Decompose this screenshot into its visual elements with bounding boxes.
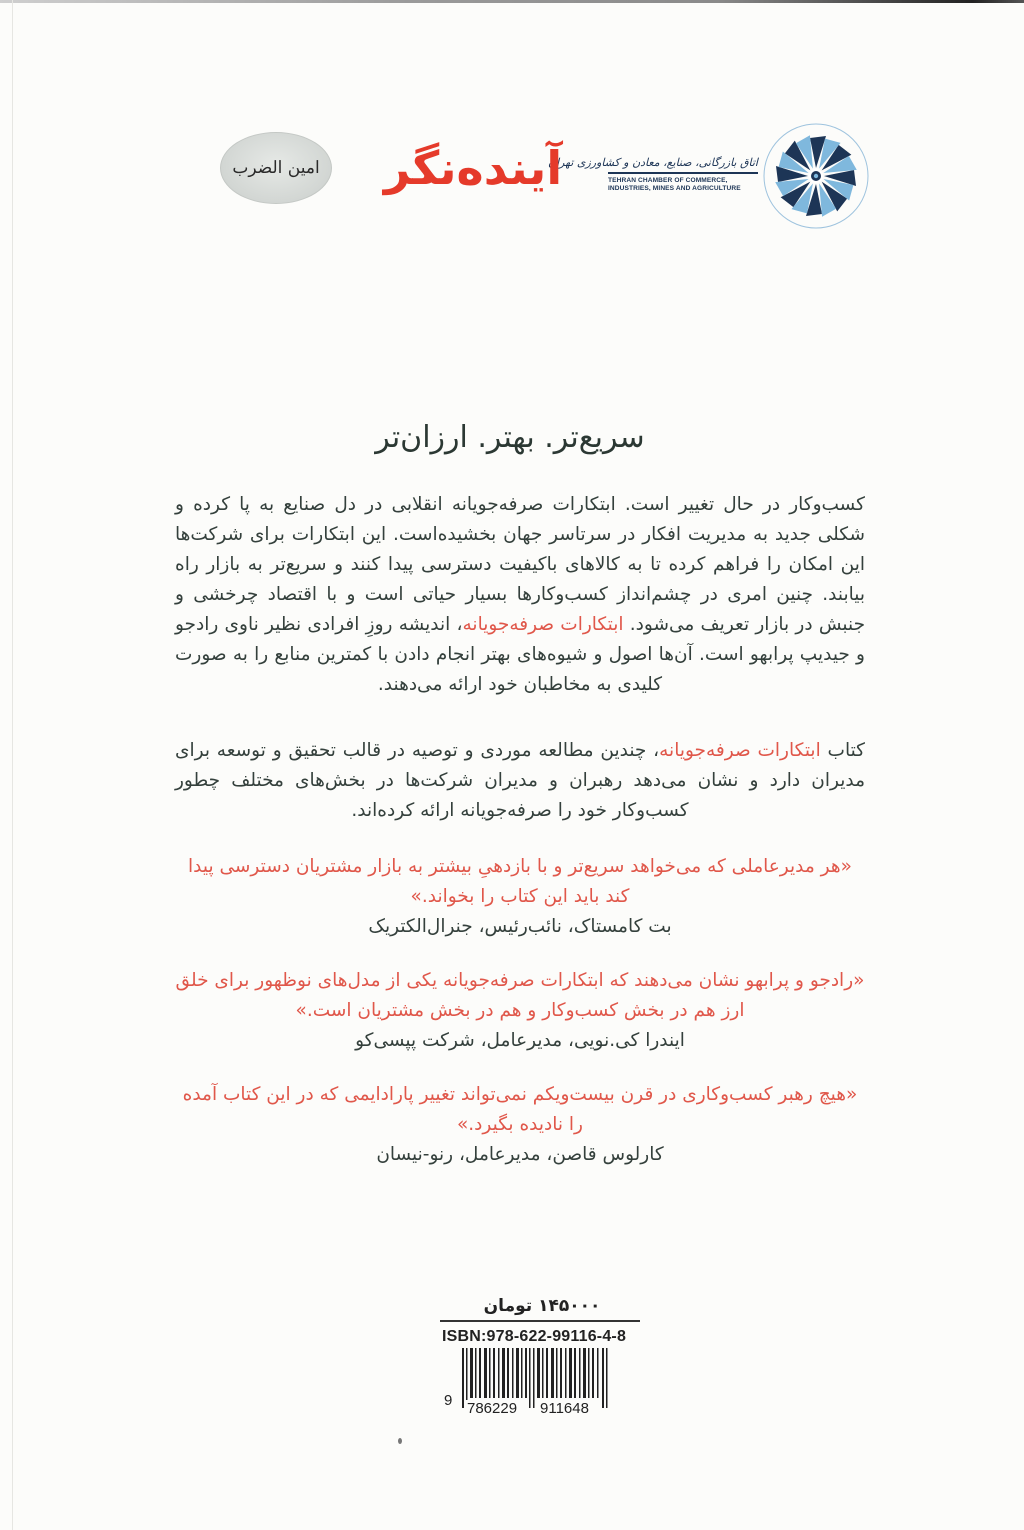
chamber-wordmark (548, 156, 758, 193)
amin-al-zarb-logo (220, 132, 332, 204)
barcode-digits-left: 786229 (467, 1400, 518, 1417)
endorsement-quote: «رادجو و پرابهو نشان می‌دهند که ابتکارات صرفه‌جویانه یکی از مدل‌های نوظهور برای خلق ارز هم در بخش کسب‌وکار و هم در بخش مشتریان است.» (175, 970, 865, 1021)
isbn-label: ISBN:978-622-99116-4-8 (442, 1328, 627, 1345)
description-paragraph-1 (175, 490, 865, 700)
chamber-name-en-2: INDUSTRIES, MINES AND AGRICULTURE (608, 185, 741, 192)
price-divider (440, 1320, 640, 1322)
endorsement-attribution: ایندرا کی.نویی، مدیرعامل، شرکت پپسی‌کو (355, 1030, 685, 1051)
endorsement-1 (175, 852, 865, 942)
chamber-name-en-1: TEHRAN CHAMBER OF COMMERCE, (608, 177, 728, 184)
endorsement-quote: «هیچ رهبر کسب‌وکاری در قرن بیست‌ویکم نمی‌تواند تغییر پارادایمی که در این کتاب آمده را نادیده بگیرد.» (182, 1084, 858, 1135)
endorsement-2 (175, 966, 865, 1056)
endorsement-quote: «هر مدیرعاملی که می‌خواهد سریع‌تر و با بازدهیِ بیشتر به بازار مشتریان دسترسی پیدا کند باید این کتاب را بخواند.» (188, 856, 852, 907)
book-title-highlight: ابتکارات صرفه‌جویانه (462, 614, 624, 635)
cover-top-edge (0, 0, 1024, 3)
paragraph-2-text-b: ، چندین مطالعه موردی و توصیه در قالب تحقیق و توسعه برای مدیران دارد و نشان می‌دهد رهبران و مدیران شرکت‌ها در بخش‌های مختلف چطور کسب‌وکار خود را صرفه‌جویانه ارائه کرده‌اند. (175, 740, 865, 821)
chamber-divider (608, 172, 758, 174)
logo-row (0, 110, 1024, 250)
chamber-name-fa: اتاق بازرگانی، صنایع، معادن و کشاورزی تهران (548, 156, 758, 169)
description-paragraph-2 (175, 736, 865, 826)
chamber-emblem-icon (762, 122, 870, 230)
paragraph-1-text-b: ، اندیشه روزِ افرادی نظیر ناوی رادجو و جیدیپ پرابهو است. آن‌ها اصول و شیوه‌های بهتر انجام دادن با کمترین منابع را به صورت کلیدی به مخاطبان خود ارائه می‌دهند. (175, 614, 865, 695)
paragraph-1-text-a: کسب‌وکار در حال تغییر است. ابتکارات صرفه‌جویانه انقلابی در دل صنایع به پا کرده و شکلی جدید به مدیریت افکار در سرتاسر جهان بخشیده‌است. این ابتکارات برای شرکت‌ها این امکان را فراهم کرده تا به کالاهای باکیفیت دسترسی پیدا کنند و سریع‌تر به بازار راه بیابند. چنین امری در چشم‌انداز کسب‌وکارها بسیار حیاتی است و با اقتصاد چرخشی و جنبش در بازار تعریف می‌شود. (175, 494, 865, 635)
barcode-digits-right: 911648 (540, 1400, 589, 1417)
amin-logo-text: امین الضرب (232, 158, 320, 178)
endorsement-attribution: کارلوس قاصن، مدیرعامل، رنو-نیسان (376, 1144, 664, 1165)
publisher-logo: آینده‌نگر (383, 141, 563, 195)
print-speck (398, 1438, 402, 1444)
price-label: ۱۴۵۰۰۰ تومان (483, 1296, 601, 1316)
book-tagline: سریع‌تر. بهتر. ارزان‌تر (375, 420, 645, 455)
barcode-icon (462, 1348, 612, 1408)
book-title-highlight: ابتکارات صرفه‌جویانه (659, 740, 821, 761)
paragraph-2-text-a: کتاب (820, 740, 865, 761)
barcode-lead-digit: 9 (444, 1392, 453, 1409)
endorsement-attribution: بت کامستاک، نائب‌رئیس، جنرال‌الکتریک (368, 916, 672, 937)
endorsement-3 (175, 1080, 865, 1170)
